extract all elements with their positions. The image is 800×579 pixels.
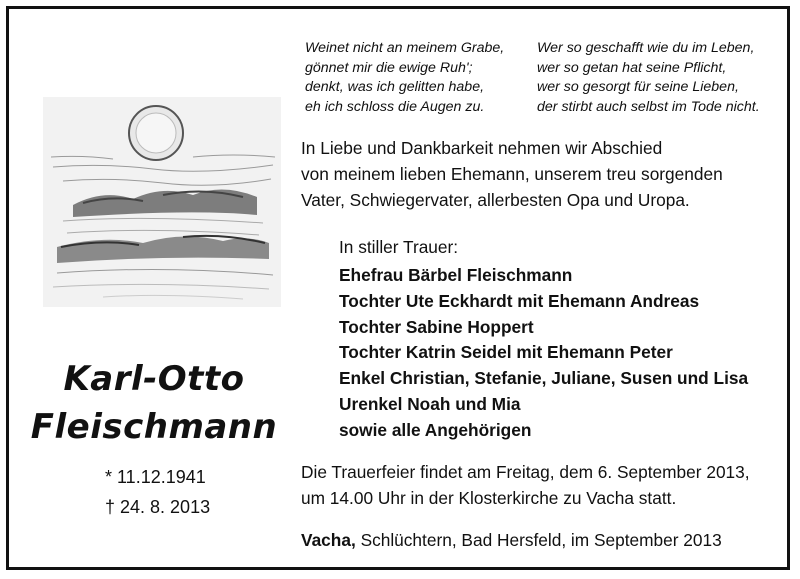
farewell-text	[301, 135, 723, 213]
mourner-entry: Ehefrau Bärbel Fleischmann	[339, 265, 573, 285]
poem-line: eh ich schloss die Augen zu.	[305, 98, 485, 115]
mourning-heading: In stiller Trauer:	[339, 237, 459, 257]
mourner-entry: sowie alle Angehörigen	[339, 419, 532, 440]
poem-line: wer so getan hat seine Pflicht,	[537, 59, 727, 76]
mourner-entry: Urenkel Noah und Mia	[339, 393, 521, 414]
funeral-details	[301, 459, 750, 511]
mourner-entry: Tochter Katrin Seidel mit Ehemann Peter	[339, 342, 673, 363]
poem-line: der stirbt auch selbst im Tode nicht.	[537, 98, 760, 115]
funeral-line: um 14.00 Uhr in der Klosterkirche zu Vacha statt.	[301, 488, 677, 508]
deceased-last-name: Fleischmann	[30, 407, 278, 447]
farewell-line: In Liebe und Dankbarkeit nehmen wir Abschied	[301, 138, 663, 158]
poem-right	[537, 39, 760, 117]
poem-line: denkt, was ich gelitten habe,	[305, 79, 485, 95]
deceased-first-name: Karl-Otto	[63, 359, 245, 399]
poem-line: wer so gesorgt für seine Lieben,	[537, 79, 739, 95]
poem-line: Wer so geschafft wie du im Leben,	[537, 40, 755, 56]
obituary-card	[6, 6, 790, 570]
place-town: Vacha,	[301, 530, 356, 550]
place-and-date	[301, 530, 722, 551]
place-rest: Schlüchtern, Bad Hersfeld, im September 2013	[355, 530, 722, 550]
mourners-list	[339, 263, 748, 444]
death-date: † 24. 8. 2013	[105, 497, 211, 517]
farewell-line: Vater, Schwiegervater, allerbesten Opa und Uropa.	[301, 190, 690, 210]
mourner-entry: Tochter Ute Eckhardt mit Ehemann Andreas	[339, 290, 700, 311]
poem-line: gönnet mir die ewige Ruh';	[305, 59, 473, 76]
left-column	[9, 9, 299, 567]
mourner-entry: Tochter Sabine Hoppert	[339, 316, 534, 337]
poem-left	[305, 39, 504, 117]
funeral-line: Die Trauerfeier findet am Freitag, dem 6. September 2013,	[301, 462, 750, 482]
sun-landscape-illustration	[43, 97, 281, 307]
birth-date: * 11.12.1941	[105, 467, 206, 487]
farewell-line: von meinem lieben Ehemann, unserem treu sorgenden	[301, 164, 723, 184]
mourner-entry: Enkel Christian, Stefanie, Juliane, Susen und Lisa	[339, 368, 749, 389]
poem-line: Weinet nicht an meinem Grabe,	[305, 40, 505, 56]
